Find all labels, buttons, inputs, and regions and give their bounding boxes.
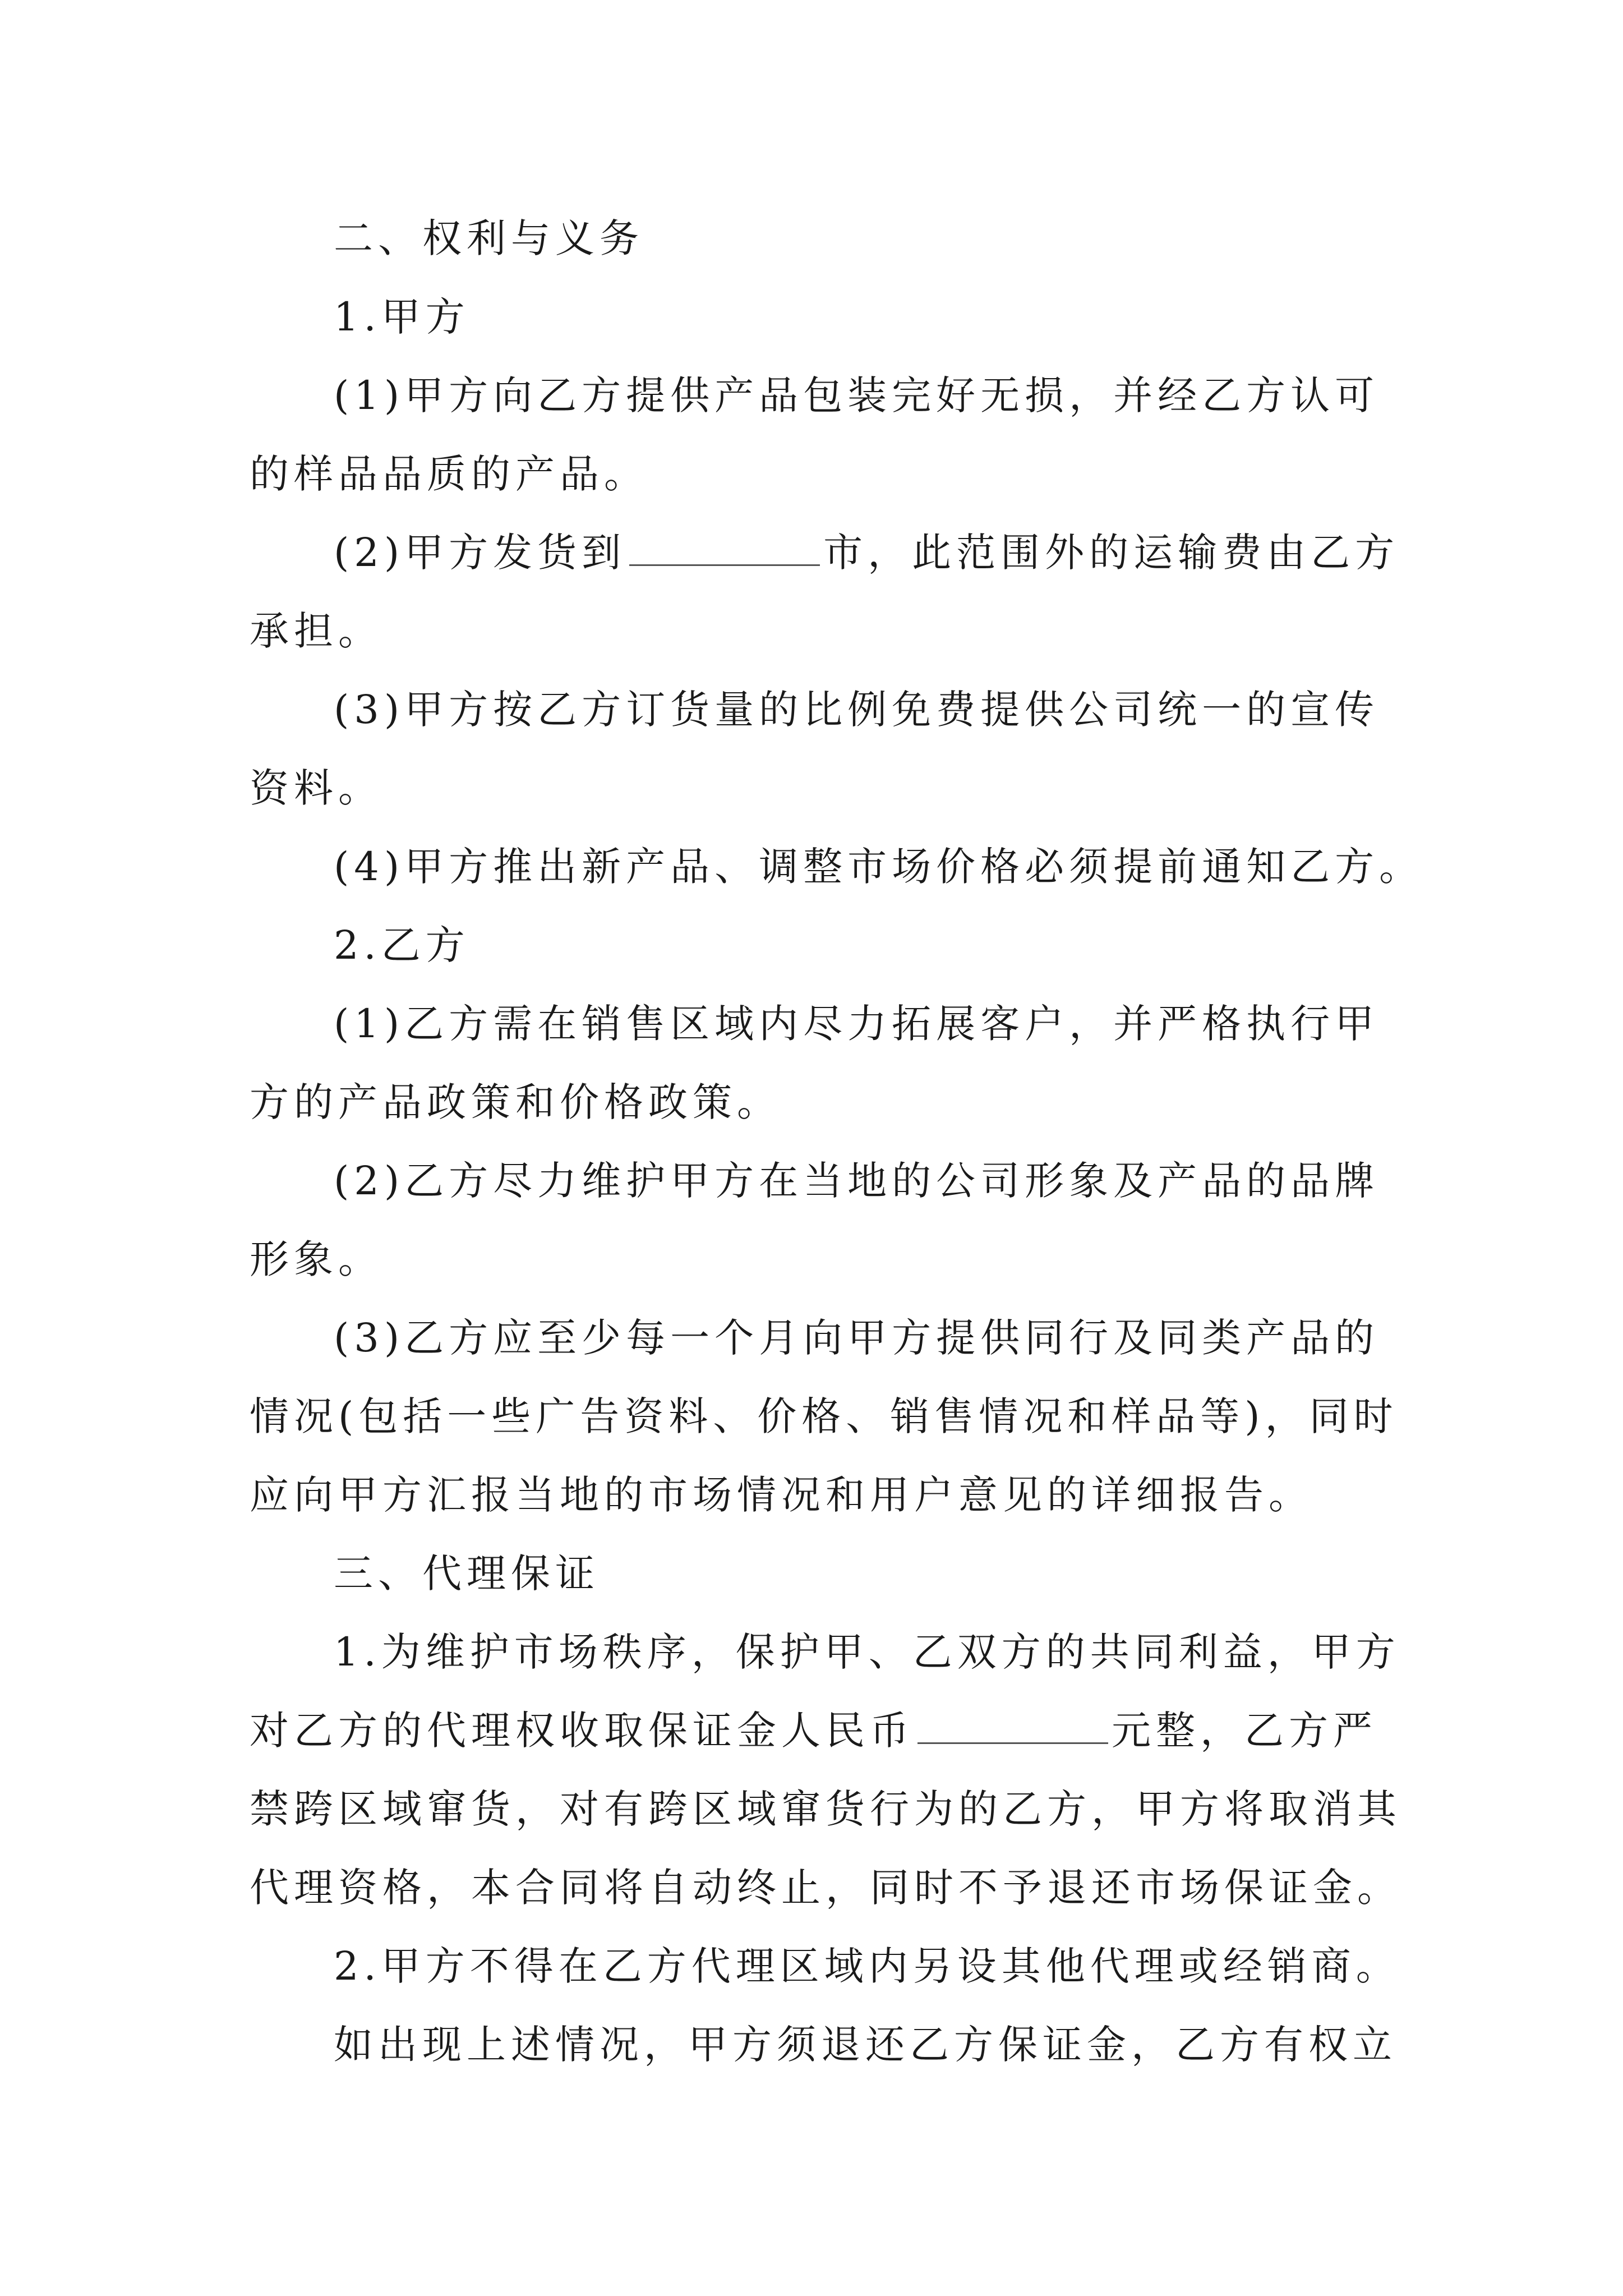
paragraph-line-with-blank (250, 522, 1399, 583)
paragraph-line: 应向甲方汇报当地的市场情况和用户意见的详细报告。 (250, 1472, 1313, 1518)
paragraph-line: 代理资格，本合同将自动终止，同时不予退还市场保证金。 (250, 1865, 1401, 1911)
paragraph-line: (3)乙方应至少每一个月向甲方提供同行及同类产品的 (334, 1315, 1380, 1361)
paragraph-line: (2)乙方尽力维护甲方在当地的公司形象及产品的品牌 (334, 1158, 1380, 1204)
section-heading-rights: 二、权利与义务 (334, 215, 644, 261)
paragraph-line: 的样品品质的产品。 (250, 451, 648, 497)
line-text-after-blank: 市，此范围外的运输费由乙方 (823, 530, 1400, 576)
section-heading-agency-guarantee: 三、代理保证 (334, 1550, 600, 1596)
paragraph-line: (4)甲方推出新产品、调整市场价格必须提前通知乙方。 (334, 844, 1424, 890)
paragraph-line: 承担。 (250, 608, 382, 654)
paragraph-line: 禁跨区域窜货，对有跨区域窜货行为的乙方，甲方将取消其 (250, 1786, 1401, 1832)
paragraph-line-with-blank (250, 1700, 1377, 1761)
paragraph-line: 1.为维护市场秩序，保护甲、乙双方的共同利益，甲方 (334, 1629, 1400, 1675)
paragraph-line: 2.甲方不得在乙方代理区域内另设其他代理或经销商。 (334, 1943, 1400, 1989)
subheading-party-a: 1.甲方 (334, 294, 470, 340)
paragraph-line: 情况(包括一些广告资料、价格、销售情况和样品等)，同时 (250, 1393, 1398, 1439)
paragraph-line: 形象。 (250, 1236, 382, 1282)
subheading-party-b: 2.乙方 (334, 922, 470, 968)
paragraph-line: (3)甲方按乙方订货量的比例免费提供公司统一的宣传 (334, 687, 1380, 733)
paragraph-line: 资料。 (250, 765, 382, 811)
paragraph-line: (1)乙方需在销售区域内尽力拓展客户，并严格执行甲 (334, 1001, 1380, 1047)
line-text-after-blank: 元整，乙方严 (1112, 1708, 1377, 1754)
fill-in-blank-city[interactable] (629, 531, 820, 566)
paragraph-line: 如出现上述情况，甲方须退还乙方保证金，乙方有权立 (334, 2022, 1397, 2068)
paragraph-line: 方的产品政策和价格政策。 (250, 1079, 781, 1125)
fill-in-blank-deposit-amount[interactable] (917, 1709, 1108, 1744)
line-text-before-blank: (2)甲方发货到 (334, 530, 626, 576)
line-text-before-blank: 对乙方的代理权收取保证金人民币 (250, 1708, 914, 1754)
paragraph-line: (1)甲方向乙方提供产品包装完好无损，并经乙方认可 (334, 372, 1380, 418)
